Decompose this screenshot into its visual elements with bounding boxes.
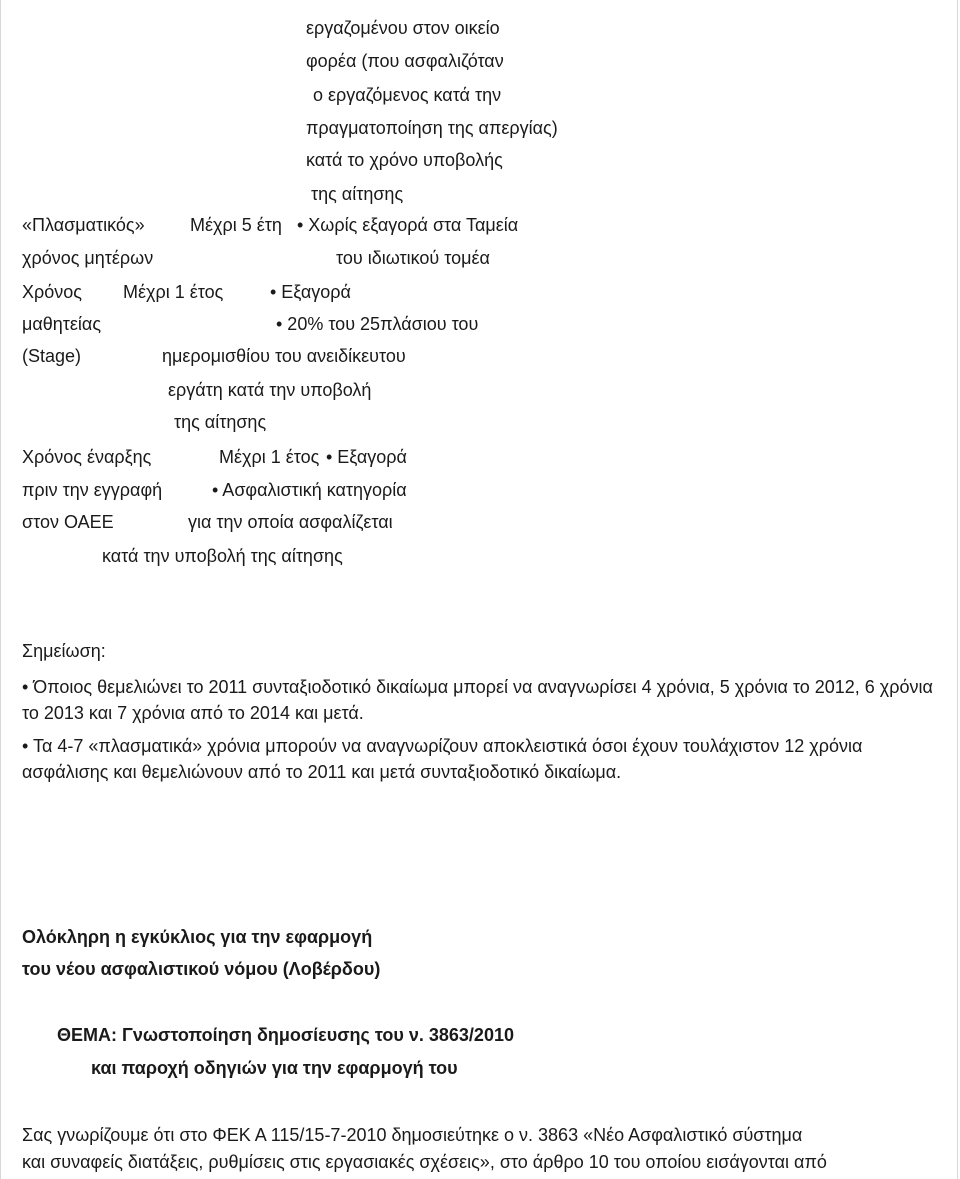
- table-row-label: (Stage): [22, 346, 82, 366]
- table-row-label: μαθητείας: [22, 314, 102, 334]
- table-row-label: πριν την εγγραφή: [22, 480, 163, 500]
- section-title: Ολόκληρη η εγκύκλιος για την εφαρμογή: [22, 927, 373, 947]
- table-cell-condition: του ιδιωτικού τομέα: [336, 248, 490, 268]
- table-cell-condition: • Εξαγορά: [326, 447, 407, 467]
- table-cell-condition: • Εξαγορά: [270, 282, 351, 302]
- table-cell-line: ο εργαζόμενος κατά την: [313, 85, 502, 105]
- table-cell-limit: Μέχρι 1 έτος: [123, 282, 224, 302]
- body-text-line: και συναφείς διατάξεις, ρυθμίσεις στις εργασιακές σχέσεις», στο άρθρο 10 του οποίου εισάγονται από: [22, 1152, 827, 1172]
- table-cell-limit: Μέχρι 5 έτη: [190, 215, 282, 235]
- table-cell-line: πραγματοποίηση της απεργίας): [306, 118, 558, 138]
- subject-line: και παροχή οδηγιών για την εφαρμογή του: [91, 1058, 458, 1078]
- table-cell-condition: • Χωρίς εξαγορά στα Ταμεία: [297, 215, 519, 235]
- table-cell-line: κατά το χρόνο υποβολής: [306, 150, 503, 170]
- table-row-label: στον ΟΑΕΕ: [22, 512, 114, 532]
- table-cell-condition: κατά την υποβολή της αίτησης: [102, 546, 343, 566]
- table-row-label: Χρόνος: [22, 282, 82, 302]
- table-cell-condition: ημερομισθίου του ανειδίκευτου: [162, 346, 406, 366]
- table-cell-line: εργαζομένου στον οικείο: [306, 18, 500, 38]
- table-cell-condition: • 20% του 25πλάσιου του: [276, 314, 479, 334]
- table-cell-condition: της αίτησης: [174, 412, 267, 432]
- table-cell-line: φορέα (που ασφαλιζόταν: [306, 51, 504, 71]
- table-row-label: χρόνος μητέρων: [22, 248, 154, 268]
- note-heading: Σημείωση:: [22, 641, 106, 661]
- note-bullet: • Όποιος θεμελιώνει το 2011 συνταξιοδοτικό δικαίωμα μπορεί να αναγνωρίσει 4 χρόνια, 5 χρόνια το 2012, 6 χρόνια το 2013 και 7 χρόνια από το 2014 και μετά.: [22, 677, 933, 723]
- note-bullet: • Τα 4-7 «πλασματικά» χρόνια μπορούν να αναγνωρίζουν αποκλειστικά όσοι έχουν τουλάχιστον 12 χρόνια ασφάλισης και θεμελιώνουν από το 2011 και μετά συνταξιοδοτικό δικαίωμα.: [22, 736, 863, 782]
- subject-line: ΘΕΜΑ: Γνωστοποίηση δημοσίευσης του ν. 3863/2010: [57, 1025, 514, 1045]
- table-cell-line: της αίτησης: [311, 184, 404, 204]
- table-cell-limit: Μέχρι 1 έτος: [219, 447, 320, 467]
- table-cell-condition: εργάτη κατά την υποβολή: [168, 380, 372, 400]
- section-title: του νέου ασφαλιστικού νόμου (Λοβέρδου): [22, 959, 381, 979]
- body-text-line: Σας γνωρίζουμε ότι στο ΦΕΚ Α 115/15-7-2010 δημοσιεύτηκε ο ν. 3863 «Νέο Ασφαλιστικό σύστημα: [22, 1125, 803, 1145]
- table-row-label: «Πλασματικός»: [22, 215, 145, 235]
- table-row-label: Χρόνος έναρξης: [22, 447, 152, 467]
- table-cell-condition: • Ασφαλιστική κατηγορία: [212, 480, 407, 500]
- table-cell-condition: για την οποία ασφαλίζεται: [188, 512, 393, 532]
